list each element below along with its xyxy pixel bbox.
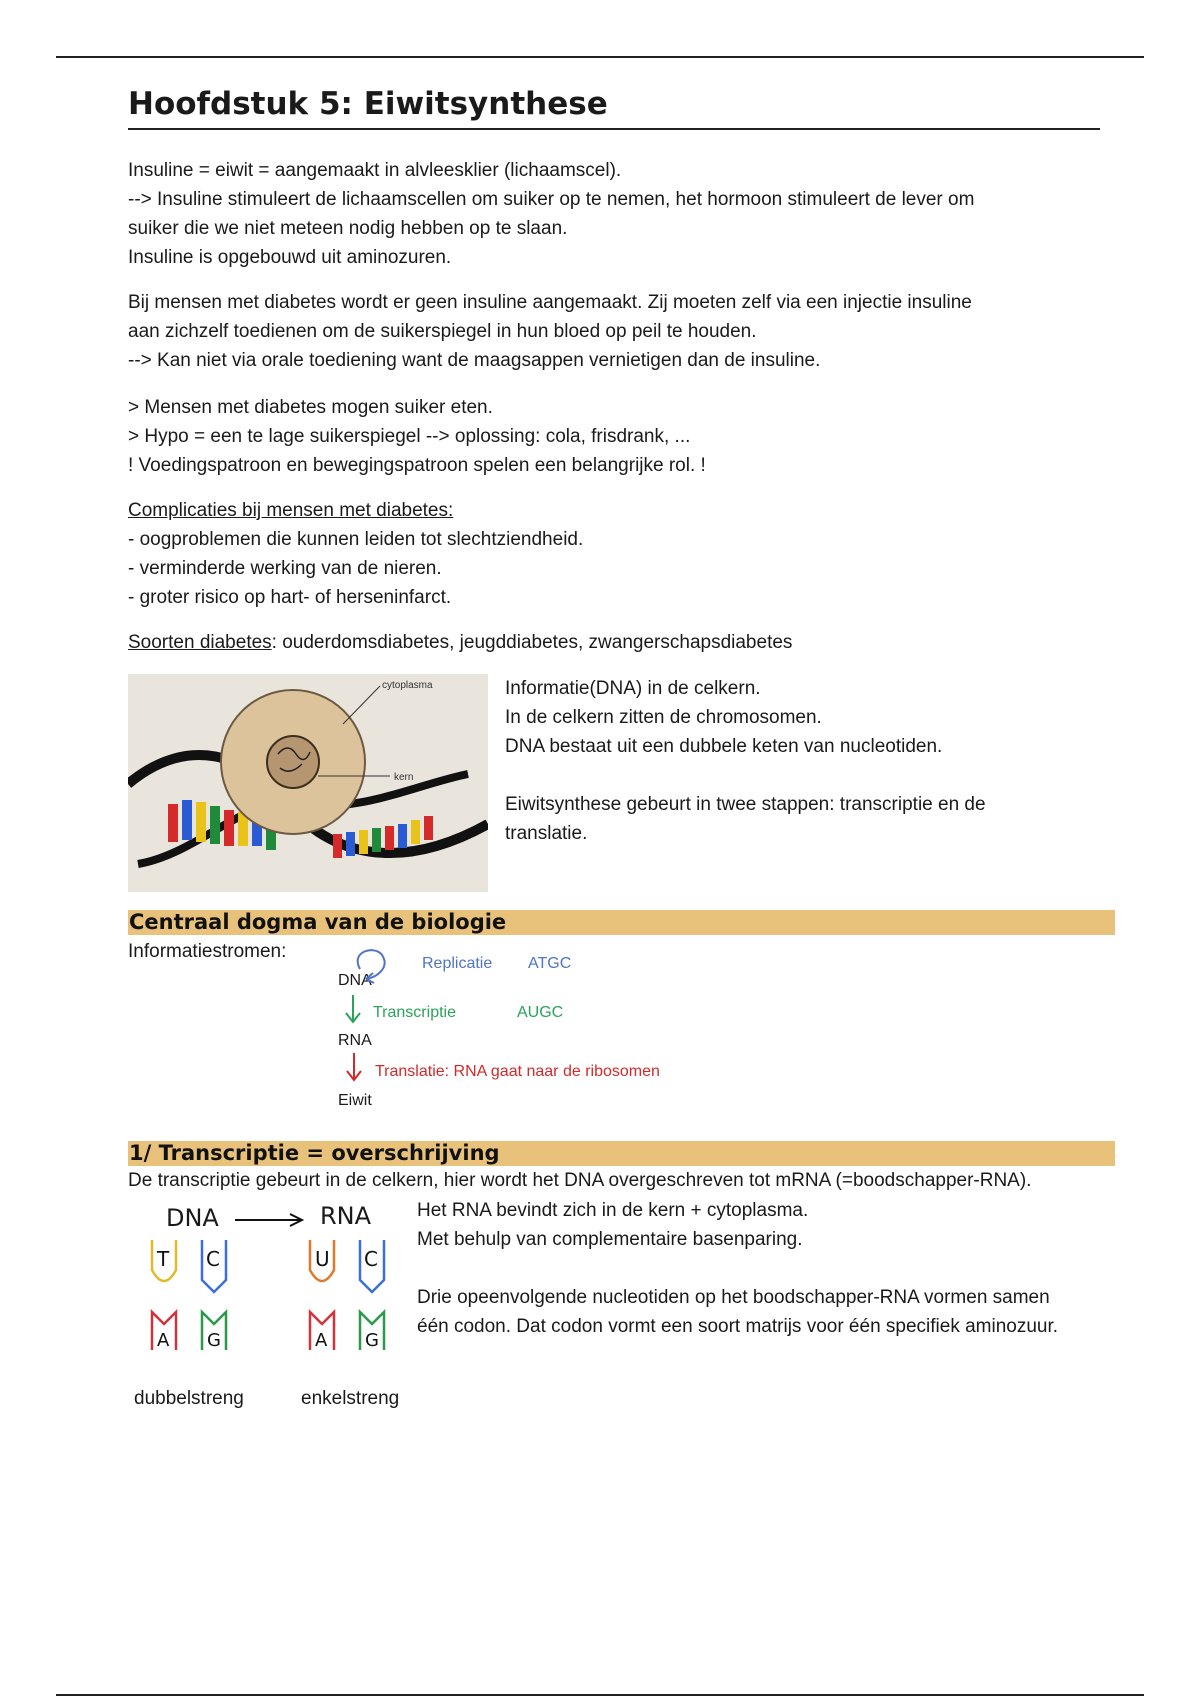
flow-replicatie: Replicatie xyxy=(422,955,493,972)
text-line: In de celkern zitten de chromosomen. xyxy=(505,707,822,728)
flow-arrows xyxy=(330,945,430,1095)
text-line: > Hypo = een te lage suikerspiegel --> oplossing: cola, frisdrank, ... xyxy=(128,426,691,447)
text-line: Insuline is opgebouwd uit aminozuren. xyxy=(128,247,452,268)
text-line: Informatie(DNA) in de celkern. xyxy=(505,678,761,699)
text-line: Eiwitsynthese gebeurt in twee stappen: transcriptie en de xyxy=(505,794,986,815)
text-line: translatie. xyxy=(505,823,588,844)
transcriptie-description xyxy=(417,1196,1117,1341)
types-paragraph xyxy=(128,628,1088,657)
top-rule xyxy=(56,56,1144,58)
dna-letter-g: G xyxy=(207,1330,221,1351)
text-line: Informatiestromen: xyxy=(128,941,287,962)
flow-augc: AUGC xyxy=(517,1004,564,1021)
cell-description xyxy=(505,674,1065,848)
label-cytoplasma: cytoplasma xyxy=(382,680,433,691)
rna-letter-c: C xyxy=(364,1247,378,1271)
label-kern: kern xyxy=(394,772,414,783)
rna-letter-u: U xyxy=(315,1247,330,1271)
text-line: ! Voedingspatroon en bewegingspatroon spelen een belangrijke rol. ! xyxy=(128,455,706,476)
types-label: Soorten diabetes xyxy=(128,632,272,653)
transcriptie-arrow-icon xyxy=(346,995,360,1022)
text-line: Drie opeenvolgende nucleotiden op het boodschapper-RNA vormen samen xyxy=(417,1287,1050,1308)
text-line: Het RNA bevindt zich in de kern + cytoplasma. xyxy=(417,1200,809,1221)
cell-nucleus xyxy=(267,736,319,788)
diabetes-paragraph xyxy=(128,288,1088,375)
diagram-rna-label: RNA xyxy=(320,1202,372,1230)
page-title: Hoofdstuk 5: Eiwitsynthese xyxy=(128,84,1100,130)
list-item: - verminderde werking van de nieren. xyxy=(128,558,442,579)
flow-atgc: ATGC xyxy=(528,955,572,972)
transcriptie-intro xyxy=(128,1166,1128,1195)
dna-letter-t: T xyxy=(157,1247,170,1271)
text-line: > Mensen met diabetes mogen suiker eten. xyxy=(128,397,493,418)
flow-dna: DNA xyxy=(338,972,372,989)
text-line: --> Kan niet via orale toediening want de maagsappen vernietigen dan de insuline. xyxy=(128,350,821,371)
flow-transcriptie: Transcriptie xyxy=(373,1004,456,1021)
complications-paragraph xyxy=(128,496,1088,612)
caption-enkelstreng: enkelstreng xyxy=(301,1388,400,1409)
text-line: DNA bestaat uit een dubbele keten van nucleotiden. xyxy=(505,736,943,757)
dna-letter-c: C xyxy=(206,1247,220,1271)
text-line: De transcriptie gebeurt in de celkern, hier wordt het DNA overgeschreven tot mRNA (=boodschapper-RNA). xyxy=(128,1170,1032,1191)
text-line: --> Insuline stimuleert de lichaamscellen om suiker op te nemen, het hormoon stimuleert de lever om xyxy=(128,189,975,210)
text-line: Bij mensen met diabetes wordt er geen insuline aangemaakt. Zij moeten zelf via een injectie insuline xyxy=(128,292,972,313)
dna-letter-a: A xyxy=(157,1330,170,1351)
section-heading-transcriptie: 1/ Transcriptie = overschrijving xyxy=(128,1141,1115,1166)
text-line xyxy=(505,761,1065,790)
flow-translatie: Translatie: RNA gaat naar de ribosomen xyxy=(375,1063,660,1080)
translatie-arrow-icon xyxy=(347,1053,361,1080)
text-line: aan zichzelf toedienen om de suikerspiegel in hun bloed op peil te houden. xyxy=(128,321,757,342)
insulin-paragraph xyxy=(128,156,1088,272)
list-item: - oogproblemen die kunnen leiden tot slechtziendheid. xyxy=(128,529,584,550)
dna-to-rna-arrow-icon xyxy=(235,1214,302,1226)
cell-dna-drawing xyxy=(128,674,488,892)
flow-label xyxy=(128,937,1088,966)
complications-heading: Complicaties bij mensen met diabetes: xyxy=(128,500,454,521)
rna-letter-g: G xyxy=(365,1330,379,1351)
caption-dubbelstreng: dubbelstreng xyxy=(134,1388,244,1409)
notes-paragraph xyxy=(128,393,1088,480)
list-item: - groter risico op hart- of herseninfarct. xyxy=(128,587,452,608)
diagram-dna-label: DNA xyxy=(166,1204,219,1232)
text-line: Insuline = eiwit = aangemaakt in alvleesklier (lichaamscel). xyxy=(128,160,622,181)
rna-letter-a: A xyxy=(315,1330,328,1351)
cell-dna-illustration xyxy=(128,674,488,892)
text-line: Met behulp van complementaire basenparing. xyxy=(417,1229,803,1250)
text-line: één codon. Dat codon vormt een soort matrijs voor één specifiek aminozuur. xyxy=(417,1316,1059,1337)
text-line xyxy=(417,1254,1117,1283)
section-heading-dogma: Centraal dogma van de biologie xyxy=(128,910,1115,935)
flow-eiwit: Eiwit xyxy=(338,1092,372,1109)
text-line: suiker die we niet meteen nodig hebben op te slaan. xyxy=(128,218,568,239)
bottom-rule xyxy=(56,1694,1144,1696)
nucleotide-drawing xyxy=(140,1200,400,1370)
types-text: : ouderdomsdiabetes, jeugddiabetes, zwangerschapsdiabetes xyxy=(271,632,793,653)
flow-rna: RNA xyxy=(338,1032,372,1049)
